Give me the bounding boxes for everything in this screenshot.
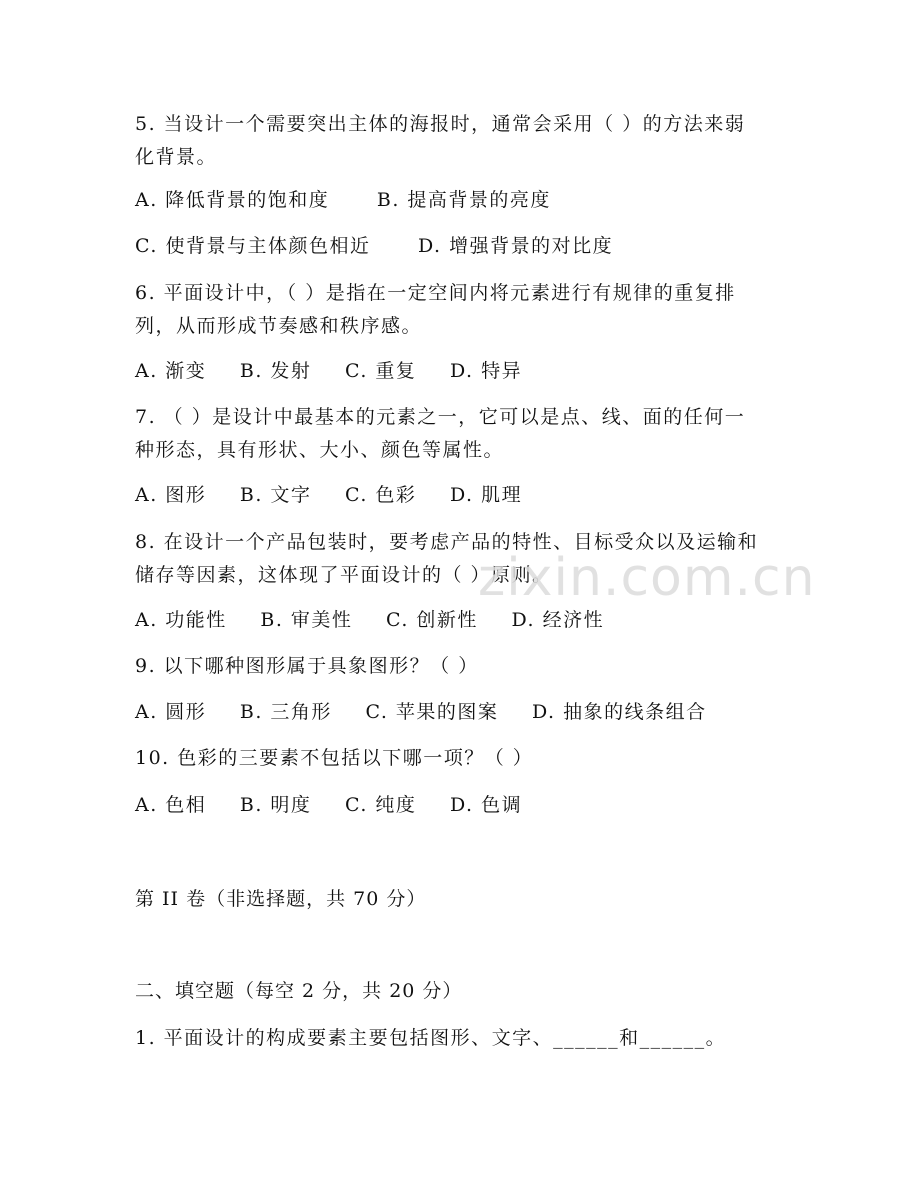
option-d: D. 增强背景的对比度 xyxy=(418,235,614,257)
question-6-stem-line1: 6. 平面设计中，（ ）是指在一定空间内将元素进行有规律的重复排 xyxy=(135,282,736,304)
option-c: C. 纯度 xyxy=(344,794,417,816)
option-b: B. 发射 xyxy=(239,360,312,382)
question-6-stem-line2: 列，从而形成节奏感和秩序感。 xyxy=(135,315,423,337)
question-10-options xyxy=(135,789,795,821)
option-b: B. 提高背景的亮度 xyxy=(376,189,551,211)
watermark: zixin.com.cn xyxy=(478,548,816,608)
question-8-stem-line1: 8. 在设计一个产品包装时，要考虑产品的特性、目标受众以及运输和 xyxy=(135,531,759,553)
question-7-options xyxy=(135,479,795,511)
option-a: A. 色相 xyxy=(135,794,207,816)
option-b: B. 审美性 xyxy=(260,609,353,631)
option-b: B. 三角形 xyxy=(239,701,332,723)
question-5-options-row1 xyxy=(135,184,795,216)
option-a: A. 功能性 xyxy=(135,609,227,631)
option-a: A. 降低背景的饱和度 xyxy=(135,189,330,211)
question-5-options-row2 xyxy=(135,230,795,262)
option-b: B. 文字 xyxy=(239,484,312,506)
question-7-stem-line1: 7. （ ）是设计中最基本的元素之一，它可以是点、线、面的任何一 xyxy=(135,406,746,428)
option-c: C. 重复 xyxy=(344,360,417,382)
option-d: D. 特异 xyxy=(449,360,523,382)
question-7-stem-line2: 种形态，具有形状、大小、颜色等属性。 xyxy=(135,439,505,461)
option-d: D. 经济性 xyxy=(511,609,605,631)
option-d: D. 抽象的线条组合 xyxy=(531,701,707,723)
option-a: A. 渐变 xyxy=(135,360,207,382)
fill-in-blank-heading: 二、填空题（每空 2 分，共 20 分） xyxy=(135,980,463,1002)
option-a: A. 图形 xyxy=(135,484,207,506)
option-a: A. 圆形 xyxy=(135,701,207,723)
question-6-options xyxy=(135,355,795,387)
option-c: C. 使背景与主体颜色相近 xyxy=(135,235,371,257)
option-c: C. 苹果的图案 xyxy=(365,701,499,723)
option-b: B. 明度 xyxy=(239,794,312,816)
question-9-options xyxy=(135,696,795,728)
option-d: D. 肌理 xyxy=(449,484,523,506)
option-c: C. 色彩 xyxy=(344,484,417,506)
question-8-stem-line2: 储存等因素，这体现了平面设计的（ ）原则。 xyxy=(135,564,553,586)
fill-question-1: 1. 平面设计的构成要素主要包括图形、文字、______和______。 xyxy=(135,1027,727,1049)
option-d: D. 色调 xyxy=(449,794,523,816)
question-9-stem-line1: 9. 以下哪种图形属于具象图形？（ ） xyxy=(135,655,479,677)
question-10-stem-line1: 10. 色彩的三要素不包括以下哪一项？（ ） xyxy=(135,747,534,769)
question-8-options xyxy=(135,604,795,636)
question-5-stem-line1: 5. 当设计一个需要突出主体的海报时，通常会采用（ ）的方法来弱 xyxy=(135,113,746,135)
option-c: C. 创新性 xyxy=(385,609,478,631)
section-2-title: 第 II 卷（非选择题，共 70 分） xyxy=(135,888,427,910)
question-5-stem-line2: 化背景。 xyxy=(135,146,218,168)
